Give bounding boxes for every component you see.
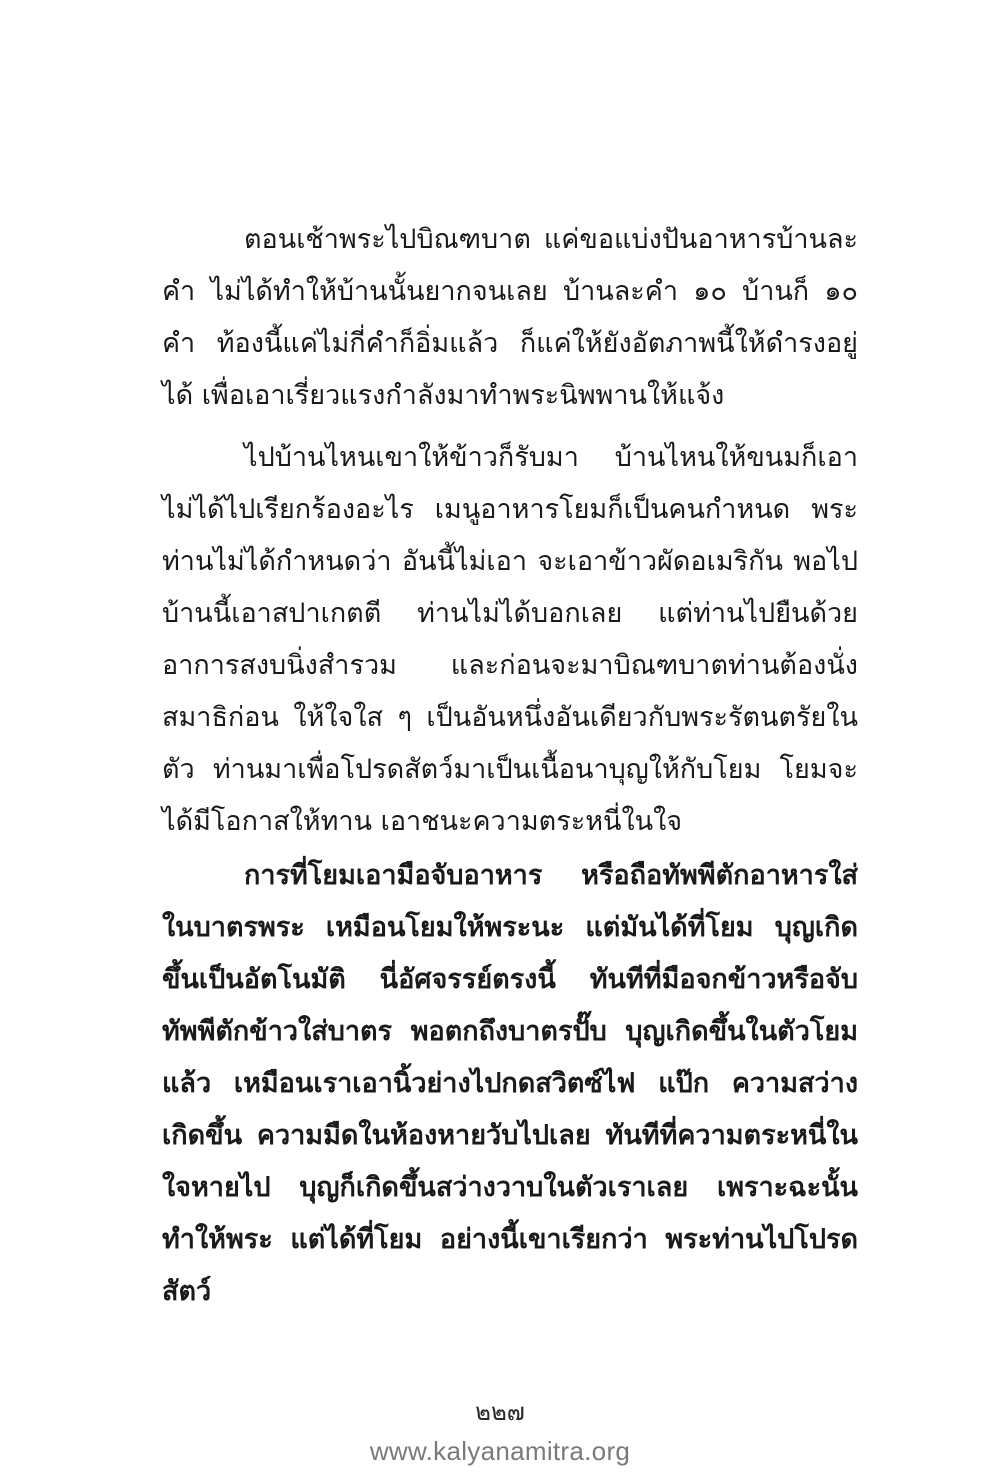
paragraph-alms-round: ตอนเช้าพระไปบิณฑบาต แค่ขอแบ่งปันอาหารบ้านละคำ ไม่ได้ทำให้บ้านนั้นยากจนเลย บ้านละคำ ๑๐ บ้านก็ ๑๐ คำ ท้องนี้แค่ไม่กี่คำก็อิ่มแล้ว ก็แค่ให้ยังอัตภาพนี้ให้ดำรงอยู่ได้ เพื่อเอาเรี่ยวแรงกำลังมาทำพระนิพพานให้แจ้ง xyxy=(162,224,858,411)
paragraph-merit-bold: การที่โยมเอามือจับอาหาร หรือถือทัพพีตักอาหารใส่ในบาตรพระ เหมือนโยมให้พระนะ แต่มันได้ที่โยม บุญเกิดขึ้นเป็นอัตโนมัติ นี่อัศจรรย์ตรงนี้ ทันทีที่มือจกข้าวหรือจับทัพพีตักข้าวใส่บาตร พอตกถึงบาตรปั๊บ บุญเกิดขึ้นในตัวโยมแล้ว เหมือนเราเอานิ้วย่างไปกดสวิตซ์ไฟ แป๊ก ความสว่างเกิดขึ้น ความมืดในห้องหายวับไปเลย ทันทีที่ความตระหนี่ในใจหายไป บุญก็เกิดขึ้นสว่างวาบในตัวเราเลย เพราะฉะนั้นทำให้พระ แต่ได้ที่โยม อย่างนี้เขาเรียกว่า พระท่านไปโปรดสัตว์ xyxy=(162,860,858,1307)
page-number: ๒๒๗ xyxy=(475,1398,525,1426)
website-footer: www.kalyanamitra.org xyxy=(369,1436,631,1466)
paragraph-receiving-food: ไปบ้านไหนเขาให้ข้าวก็รับมา บ้านไหนให้ขนมก็เอา ไม่ได้ไปเรียกร้องอะไร เมนูอาหารโยมก็เป็นคนกำหนด พระท่านไม่ได้กำหนดว่า อันนี้ไม่เอา จะเอาข้าวผัดอเมริกัน พอไปบ้านนี้เอาสปาเกตตี ท่านไม่ได้บอกเลย แต่ท่านไปยืนด้วยอาการสงบนิ่งสำรวม และก่อนจะมาบิณฑบาตท่านต้องนั่งสมาธิก่อน ให้ใจใส ๆ เป็นอันหนึ่งอันเดียวกับพระรัตนตรัยในตัว ท่านมาเพื่อโปรดสัตว์มาเป็นเนื้อนาบุญให้กับโยม โยมจะได้มีโอกาสให้ทาน เอาชนะความตระหนี่ในใจ xyxy=(162,442,858,837)
